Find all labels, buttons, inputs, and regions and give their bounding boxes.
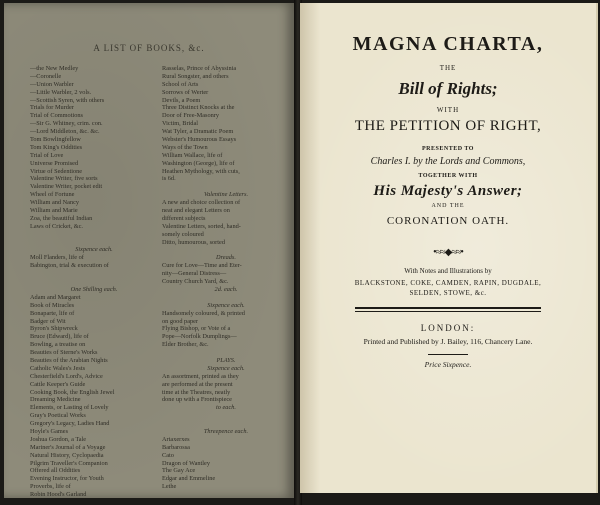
book-list-entry: time at the Theatres, neatly bbox=[162, 388, 231, 396]
book-list-entry: Bowling, a treatise on bbox=[30, 341, 86, 349]
book-list-entry: Washington (George), life of bbox=[162, 159, 235, 167]
title-page bbox=[300, 3, 598, 493]
the-label: THE bbox=[439, 64, 457, 72]
book-list-entry: 2d. each. bbox=[214, 285, 238, 293]
book-list-entry: Three Distinct Knocks at the bbox=[162, 104, 235, 112]
book-list-entry: Laws of Cricket, &c. bbox=[30, 222, 83, 230]
book-list-entry: Valentine Writer, pocket edit bbox=[30, 183, 103, 191]
book-list-entry bbox=[30, 270, 158, 278]
authors-line-2: SELDEN, STOWE, &c. bbox=[409, 289, 487, 297]
book-list-entry: Rasselas, Prince of Abyssinia bbox=[162, 65, 237, 72]
book-list-entry bbox=[162, 412, 290, 420]
book-list-entry: Country Church Yard, &c. bbox=[162, 278, 229, 286]
book-list-entry bbox=[30, 231, 158, 239]
book-list-entry: Wheel of Fortune bbox=[30, 191, 75, 199]
ornament-divider: •≈≈◆≈≈• bbox=[433, 247, 463, 258]
book-list-entry: Hoyle's Games bbox=[30, 427, 69, 435]
book-list-entry: Valentine Letters. bbox=[203, 191, 249, 199]
book-list-entry: Pope—Norfolk Dumplings— bbox=[162, 333, 237, 341]
book-list-entry: —Little Warbler, 2 vols. bbox=[30, 88, 92, 96]
book-list-entry: Cure for Love—Time and Eter- bbox=[162, 262, 242, 270]
charles-line: Charles I. by the Lords and Commons, bbox=[370, 156, 526, 167]
book-list-entry: One Shilling each. bbox=[70, 285, 118, 293]
book-list-entry: An assortment, printed as they bbox=[162, 372, 239, 380]
book-list-entry: Robin Hood's Garland bbox=[30, 491, 87, 498]
book-list-entry: Zoa, the beautiful Indian bbox=[30, 214, 93, 222]
book-list-entry: Dragon of Wantley bbox=[162, 459, 210, 467]
book-list-entry: Rural Songster, and others bbox=[162, 72, 229, 80]
book-list-entry: Mariner's Journal of a Voyage bbox=[30, 443, 106, 451]
book-list-entry: PLAYS. bbox=[216, 356, 236, 364]
main-title: MAGNA CHARTA, bbox=[352, 33, 544, 55]
price-line: Price Sixpence. bbox=[424, 360, 472, 369]
thick-rule bbox=[355, 307, 541, 309]
book-list-entry: Adam and Margaret bbox=[30, 293, 81, 301]
book-list-entry: Door of Free-Masonry bbox=[162, 112, 220, 120]
book-list-entry: Edgar and Emmeline bbox=[162, 475, 216, 483]
book-list-entry: Webster's Humourous Essays bbox=[162, 136, 237, 144]
book-list-entry: Tom Bowlingfellow bbox=[30, 136, 81, 144]
book-list-entry: —Scottish Syren, with others bbox=[30, 96, 105, 104]
list-header: A LIST OF BOOKS, &c. bbox=[93, 43, 205, 53]
book-list-entry: nity—General Distress— bbox=[162, 270, 227, 278]
book-list-entry: Gray's Poetical Works bbox=[30, 412, 86, 420]
and-the-label: AND THE bbox=[431, 203, 465, 209]
book-list-entry: —Union Warbler bbox=[30, 80, 74, 88]
book-list-entry: Ditto, humourous, sorted bbox=[162, 238, 225, 246]
book-list-entry: A new and choice collection of bbox=[162, 199, 241, 207]
book-list-entry: Chesterfield's Lord's, Advice bbox=[30, 372, 103, 380]
bill-of-rights-title: Bill of Rights; bbox=[398, 79, 498, 98]
book-list-entry: Sixpence each. bbox=[207, 364, 245, 372]
petition-title: THE PETITION OF RIGHT, bbox=[354, 118, 542, 134]
book-list-entry: School of Arts bbox=[162, 80, 199, 88]
book-list-entry: —Lord Middleton, &c. &c. bbox=[30, 128, 100, 136]
book-list-entry: Bruce (Edward), life of bbox=[30, 333, 89, 341]
thin-rule bbox=[355, 311, 541, 312]
book-list-entry: Sixpence each. bbox=[207, 301, 245, 309]
book-list-entry: done up with a Frontispiece bbox=[162, 396, 232, 404]
book-list-entry: William and Marie bbox=[30, 207, 78, 215]
book-list-entry: Valentine Letters, sorted, hand- bbox=[162, 222, 241, 230]
book-list-entry bbox=[162, 246, 290, 254]
book-list-entry: Catholic Wales's Jests bbox=[30, 364, 86, 372]
book-list-entry: Babington, trial & execution of bbox=[30, 262, 109, 270]
book-list-entry: Pilgrim Traveller's Companion bbox=[30, 459, 108, 467]
book-list-entry: Victim, Bridal bbox=[162, 120, 198, 128]
book-list-entry: Dreads. bbox=[216, 254, 236, 262]
coronation-oath-title: CORONATION OATH. bbox=[386, 215, 510, 227]
with-label: WITH bbox=[436, 106, 460, 114]
book-list-entry: Barbarossa bbox=[162, 443, 190, 451]
book-list-entry: —Sir G. Whitney, crim. con. bbox=[30, 120, 103, 128]
book-list-entry: Trial of Love bbox=[30, 151, 64, 159]
book-list-entry: Natural History, Cyclopaedia bbox=[30, 451, 104, 459]
book-list-entry: is 6d. bbox=[162, 175, 176, 183]
book-list-entry: Trials for Murder bbox=[30, 104, 74, 112]
imprint-publisher: Printed and Published by J. Bailey, 116, Chancery Lane. bbox=[363, 337, 533, 346]
book-list-entry: William and Nancy bbox=[30, 199, 80, 207]
presented-label: PRESENTED TO bbox=[422, 146, 474, 152]
book-list-entry: somely coloured bbox=[162, 230, 204, 238]
book-list-entry: Sorrows of Werter bbox=[162, 88, 209, 96]
book-list-entry bbox=[162, 183, 290, 191]
book-list-entry: Proverbs, life of bbox=[30, 483, 71, 491]
book-list-entry: Cattle Keeper's Guide bbox=[30, 380, 86, 388]
authors-line-1: BLACKSTONE, COKE, CAMDEN, RAPIN, DUGDALE, bbox=[354, 279, 542, 287]
book-list-entry: are performed at the present bbox=[162, 380, 233, 388]
book-list-column-2 bbox=[162, 65, 290, 491]
book-list-entry: Byron's Shipwreck bbox=[30, 325, 78, 333]
book-list-entry: Sixpence each. bbox=[75, 246, 113, 254]
left-page bbox=[4, 3, 294, 498]
book-list-entry: Bonaparte, life of bbox=[30, 309, 75, 317]
book-list-entry: Cato bbox=[162, 451, 174, 459]
book-list-entry: —the New Medley bbox=[30, 65, 79, 72]
notes-line: With Notes and Illustrations by bbox=[404, 267, 492, 275]
book-list-entry: Elder Brother, &c. bbox=[162, 341, 209, 349]
book-list-entry: Dreaming Medicine bbox=[30, 396, 81, 404]
book-list-entry bbox=[162, 420, 290, 428]
book-list-entry: Cooking Book, the English Jewel bbox=[30, 388, 115, 396]
imprint-city: LONDON: bbox=[420, 323, 476, 333]
book-list-entry: Valentine Writer, five sorts bbox=[30, 175, 98, 183]
book-list-entry: Devils, a Poem bbox=[162, 96, 201, 104]
book-list-entry: Artaxerxes bbox=[162, 435, 190, 443]
book-list-entry bbox=[30, 239, 158, 247]
book-list-entry: Heathen Mythology, with cuts, bbox=[162, 167, 240, 175]
book-list-entry: Gregory's Legacy, Ladies Hand bbox=[30, 420, 110, 428]
book-list-entry: Beauties of Sterne's Works bbox=[30, 349, 98, 357]
book-list-entry: to each. bbox=[216, 404, 236, 412]
book-list-entry: Tom King's Oddities bbox=[30, 143, 83, 151]
book-list-entry: Virtue of Sedentione bbox=[30, 167, 83, 175]
book-list-entry: Ways of the Town bbox=[162, 143, 208, 151]
book-list-entry: Badger of Wit bbox=[30, 317, 66, 325]
book-list-entry: Moll Flanders, life of bbox=[30, 254, 84, 262]
book-list-column-1 bbox=[30, 65, 158, 498]
book-list-entry: —Coronelle bbox=[30, 72, 62, 80]
book-list-entry: William Wallace, life of bbox=[162, 151, 223, 159]
book-list-entry: The Gay Ace bbox=[162, 467, 196, 475]
book-list-entry: Book of Miracles bbox=[30, 301, 75, 309]
book-list-entry: neat and elegant Letters on bbox=[162, 207, 230, 215]
together-label: TOGETHER WITH bbox=[418, 173, 478, 179]
book-list-entry: Universe Promised bbox=[30, 159, 79, 167]
book-list-entry bbox=[162, 294, 290, 302]
book-list-entry: Elements, or Lasting of Lovely bbox=[30, 404, 109, 412]
book-list-entry: Trial of Commotions bbox=[30, 112, 83, 120]
book-list-entry: different subjects bbox=[162, 214, 206, 222]
book-list-entry: Threepence each. bbox=[203, 427, 249, 435]
book-list-entry: Handsomely coloured, & printed bbox=[162, 309, 245, 317]
book-list-entry: Wat Tyler, a Dramatic Poem bbox=[162, 128, 234, 136]
book-list-entry bbox=[162, 349, 290, 357]
short-rule bbox=[428, 354, 468, 355]
book-list-entry: Beauties of the Arabian Nights bbox=[30, 356, 108, 364]
book-list-entry: Lethe bbox=[162, 483, 177, 491]
book-list-entry: Flying Bishop, or Vote of a bbox=[162, 325, 231, 333]
majesty-answer-title: His Majesty's Answer; bbox=[373, 183, 523, 199]
book-list-entry: Evening Instructor, for Youth bbox=[30, 475, 104, 483]
book-list-entry: Offered all Oddities bbox=[30, 467, 81, 475]
book-list-entry bbox=[30, 278, 158, 286]
book-list-entry: on good paper bbox=[162, 317, 199, 325]
book-list-entry: Joshua Gordon, a Tale bbox=[30, 435, 87, 443]
